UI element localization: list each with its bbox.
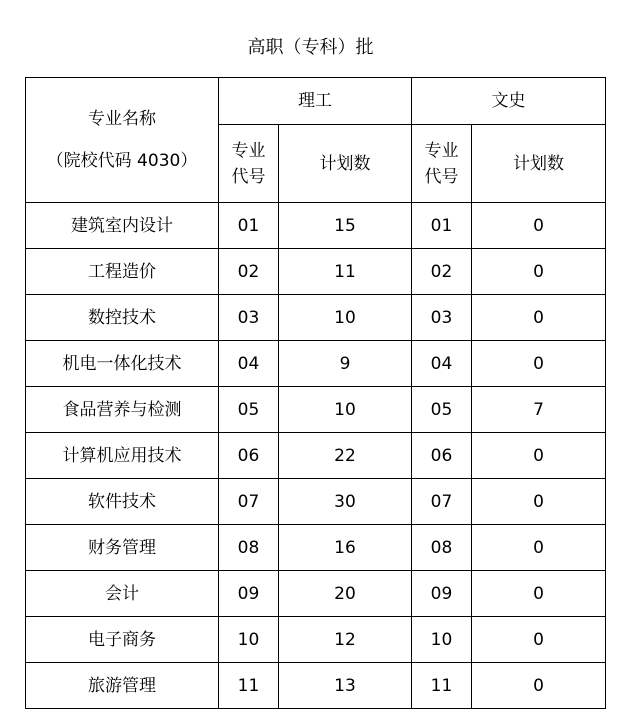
arts-plan-cell: 0 [472, 341, 606, 387]
major-name-cell: 财务管理 [26, 525, 219, 571]
header-row-groups [26, 78, 606, 125]
science-code-cell: 05 [219, 387, 279, 433]
table-row [26, 249, 606, 295]
major-name-cell: 软件技术 [26, 479, 219, 525]
science-plan-cell: 10 [279, 387, 412, 433]
science-code-cell: 10 [219, 617, 279, 663]
science-plan-cell: 11 [279, 249, 412, 295]
science-code-cell: 09 [219, 571, 279, 617]
major-name-label: 专业名称 [88, 109, 156, 129]
science-code-header [219, 125, 279, 203]
arts-code-cell: 02 [412, 249, 472, 295]
arts-code-cell: 10 [412, 617, 472, 663]
code-header-line1: 专业 [424, 140, 459, 161]
arts-plan-cell: 0 [472, 479, 606, 525]
science-code-cell: 06 [219, 433, 279, 479]
arts-code-cell: 04 [412, 341, 472, 387]
arts-plan-cell: 0 [472, 663, 606, 709]
arts-code-cell: 05 [412, 387, 472, 433]
arts-plan-cell: 0 [472, 617, 606, 663]
arts-plan-cell: 0 [472, 249, 606, 295]
arts-code-cell: 03 [412, 295, 472, 341]
table-row [26, 433, 606, 479]
major-name-cell: 电子商务 [26, 617, 219, 663]
science-plan-cell: 20 [279, 571, 412, 617]
science-code-cell: 11 [219, 663, 279, 709]
science-plan-cell: 10 [279, 295, 412, 341]
table-row [26, 571, 606, 617]
major-name-header [26, 78, 219, 203]
major-name-cell: 会计 [26, 571, 219, 617]
science-plan-cell: 15 [279, 203, 412, 249]
arts-code-cell: 07 [412, 479, 472, 525]
arts-plan-cell: 0 [472, 525, 606, 571]
arts-code-cell: 08 [412, 525, 472, 571]
arts-plan-cell: 0 [472, 571, 606, 617]
science-code-cell: 04 [219, 341, 279, 387]
major-name-cell: 计算机应用技术 [26, 433, 219, 479]
science-plan-cell: 13 [279, 663, 412, 709]
science-code-cell: 01 [219, 203, 279, 249]
science-plan-header: 计划数 [279, 125, 412, 203]
major-name-cell: 机电一体化技术 [26, 341, 219, 387]
arts-plan-cell: 0 [472, 433, 606, 479]
science-plan-cell: 22 [279, 433, 412, 479]
science-plan-cell: 9 [279, 341, 412, 387]
arts-plan-cell: 0 [472, 295, 606, 341]
arts-code-cell: 01 [412, 203, 472, 249]
science-plan-cell: 16 [279, 525, 412, 571]
enrollment-plan-table [25, 77, 606, 709]
major-name-cell: 建筑室内设计 [26, 203, 219, 249]
page-title: 高职（专科）批 [247, 37, 374, 58]
table-row [26, 203, 606, 249]
major-name-cell: 食品营养与检测 [26, 387, 219, 433]
table-row [26, 617, 606, 663]
science-code-cell: 03 [219, 295, 279, 341]
science-plan-cell: 12 [279, 617, 412, 663]
science-plan-cell: 30 [279, 479, 412, 525]
code-header-line2: 代号 [231, 166, 266, 187]
arts-group-header: 文史 [412, 78, 606, 125]
major-name-cell: 旅游管理 [26, 663, 219, 709]
major-name-cell: 数控技术 [26, 295, 219, 341]
arts-plan-cell: 7 [472, 387, 606, 433]
table-row [26, 387, 606, 433]
table-row [26, 663, 606, 709]
science-code-cell: 02 [219, 249, 279, 295]
table-row [26, 295, 606, 341]
science-code-cell: 08 [219, 525, 279, 571]
school-code-label: （院校代码 4030） [46, 151, 198, 171]
arts-code-header [412, 125, 472, 203]
arts-code-cell: 06 [412, 433, 472, 479]
code-header-line2: 代号 [424, 166, 459, 187]
table-row [26, 479, 606, 525]
science-code-cell: 07 [219, 479, 279, 525]
science-group-header: 理工 [219, 78, 412, 125]
major-name-cell: 工程造价 [26, 249, 219, 295]
arts-code-cell: 11 [412, 663, 472, 709]
arts-code-cell: 09 [412, 571, 472, 617]
table-row [26, 341, 606, 387]
code-header-line1: 专业 [231, 140, 266, 161]
table-row [26, 525, 606, 571]
arts-plan-header: 计划数 [472, 125, 606, 203]
arts-plan-cell: 0 [472, 203, 606, 249]
